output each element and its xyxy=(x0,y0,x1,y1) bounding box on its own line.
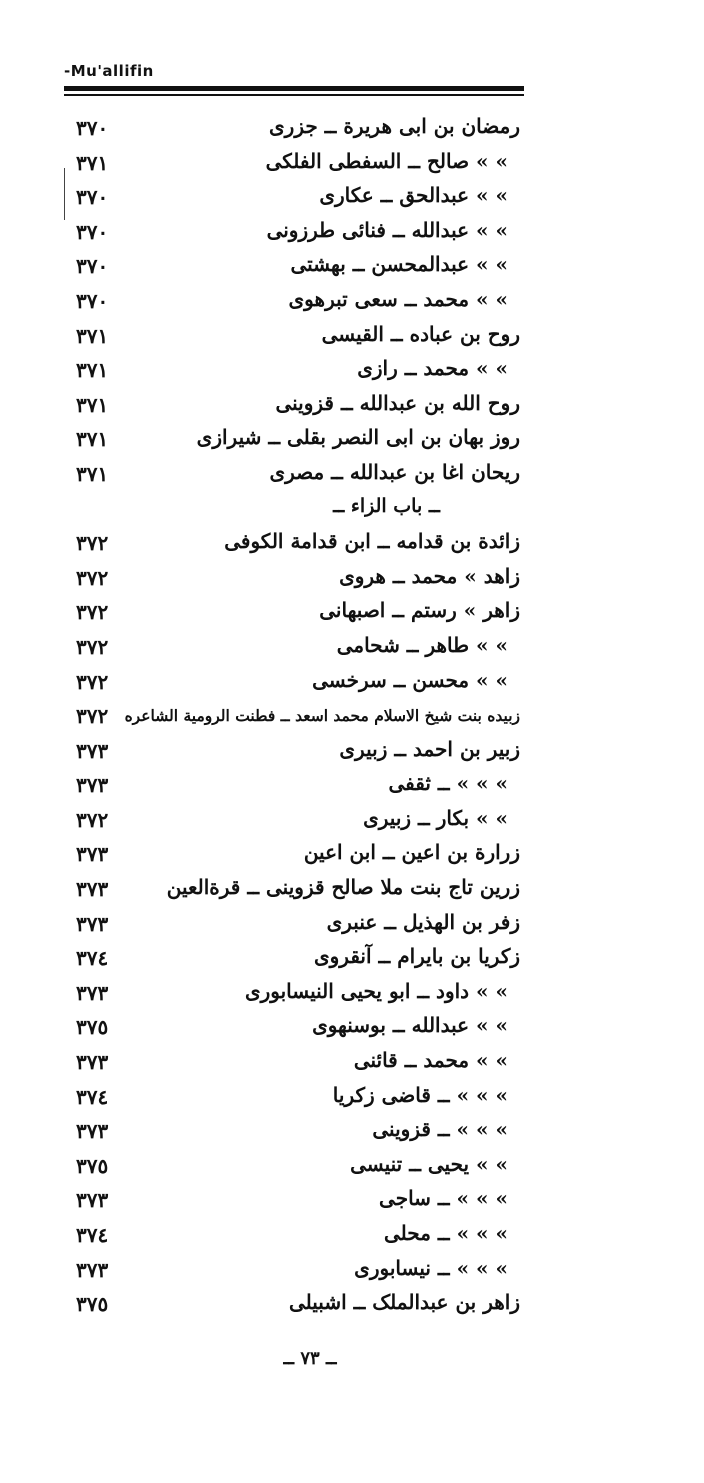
entry-page-number: ٣٧٠ xyxy=(76,288,109,313)
section-heading xyxy=(60,491,520,526)
entry-name: » » داود ــ ابو یحیی النیسابوری xyxy=(244,978,508,1003)
index-entry xyxy=(60,1182,520,1217)
entry-name: » » » ــ نیسابوری xyxy=(354,1255,508,1280)
index-entry xyxy=(60,940,520,975)
index-entry xyxy=(60,352,520,387)
entry-name: زبیده بنت شیخ الاسلام محمد اسعد ــ فطنت الرومیة الشاعره xyxy=(124,706,520,726)
index-entry xyxy=(60,1217,520,1252)
entry-page-number: ٣٧٥ xyxy=(76,1153,109,1178)
index-entry xyxy=(60,1252,520,1287)
entry-page-number: ٣٧٥ xyxy=(76,1015,109,1040)
entry-page-number: ٣٧٠ xyxy=(76,185,109,210)
entry-page-number: ٣٧٣ xyxy=(76,980,109,1005)
index-entry xyxy=(60,283,520,318)
entry-page-number: ٣٧٢ xyxy=(76,565,109,590)
entry-page-number: ٣٧٢ xyxy=(76,634,109,659)
entry-page-number: ٣٧١ xyxy=(76,358,109,383)
index-entry xyxy=(60,1148,520,1183)
entry-page-number: ٣٧٢ xyxy=(76,704,109,729)
index-entry xyxy=(60,733,520,768)
entry-name: روح بن عباده ــ القیسی xyxy=(321,321,520,346)
entry-name: » » » ــ قزوینی xyxy=(372,1117,508,1142)
entry-page-number: ٣٧٣ xyxy=(76,773,109,798)
index-entry xyxy=(60,179,520,214)
entry-page-number: ٣٧٠ xyxy=(76,219,109,244)
entry-page-number: ٣٧١ xyxy=(76,461,109,486)
entry-page-number: ٣٧٣ xyxy=(76,1050,109,1075)
entry-name: زبیر بن احمد ــ زبیری xyxy=(339,736,520,761)
entry-name: زفر بن الهذیل ــ عنبری xyxy=(326,909,520,934)
index-entry xyxy=(60,594,520,629)
entry-name: زکریا بن بایرام ــ آنقروی xyxy=(313,944,520,969)
index-entry xyxy=(60,1009,520,1044)
entry-name: » » محسن ــ سرخسی xyxy=(312,667,508,692)
entry-page-number: ٣٧٣ xyxy=(76,911,109,936)
entry-page-number: ٣٧٣ xyxy=(76,1188,109,1213)
entry-name: زرین تاج بنت ملا صالح قزوینی ــ قرةالعین xyxy=(166,875,520,900)
entry-name: » » یحیی ــ تنیسی xyxy=(350,1151,508,1176)
index-entry xyxy=(60,975,520,1010)
entry-page-number: ٣٧٤ xyxy=(76,946,109,971)
entry-name: » » عبدالمحسن ــ بهشتی xyxy=(290,252,508,277)
entry-name: » » محمد ــ قائنی xyxy=(353,1048,508,1073)
entry-page-number: ٣٧١ xyxy=(76,392,109,417)
entry-name: » » صالح ــ السفطی الفلکی xyxy=(265,148,508,173)
index-entries xyxy=(60,110,520,1321)
entry-name: » » عبدالله ــ بوسنهوی xyxy=(312,1013,508,1038)
index-entry xyxy=(60,525,520,560)
entry-page-number: ٣٧٢ xyxy=(76,669,109,694)
index-entry xyxy=(60,802,520,837)
index-entry xyxy=(60,456,520,491)
entry-page-number: ٣٧٠ xyxy=(76,116,109,140)
entry-name: رمضان بن ابی هریرة ــ جزری xyxy=(269,114,520,138)
entry-name: زرارة بن اعین ــ ابن اعین xyxy=(303,840,520,865)
entry-page-number: ٣٧٣ xyxy=(76,1119,109,1144)
entry-name: » » » ــ ثقفی xyxy=(388,771,508,796)
running-title: -Mu'allifin xyxy=(64,62,154,80)
entry-page-number: ٣٧٢ xyxy=(76,807,109,832)
index-entry xyxy=(60,836,520,871)
entry-page-number: ٣٧٣ xyxy=(76,1257,109,1282)
index-entry xyxy=(60,871,520,906)
index-entry xyxy=(60,1079,520,1114)
index-entry xyxy=(60,1286,520,1321)
index-entry xyxy=(60,767,520,802)
entry-page-number: ٣٧١ xyxy=(76,323,109,348)
section-heading-text: ــ باب الزاء ــ xyxy=(333,494,440,517)
entry-page-number: ٣٧٣ xyxy=(76,877,109,902)
entry-name: ریحان اغا بن عبدالله ــ مصری xyxy=(269,459,520,484)
entry-page-number: ٣٧٠ xyxy=(76,254,109,279)
header-rule-thin xyxy=(64,94,524,96)
page-number: ــ ٧٣ ــ xyxy=(283,1348,337,1369)
index-entry xyxy=(60,318,520,353)
entry-name: » » بکار ــ زبیری xyxy=(363,805,508,830)
entry-name: » » عبدالحق ــ عکاری xyxy=(319,183,508,208)
index-entry xyxy=(60,664,520,699)
index-entry xyxy=(60,421,520,456)
index-entry xyxy=(60,1044,520,1079)
entry-page-number: ٣٧٣ xyxy=(76,738,109,763)
entry-name: زائدة بن قدامه ــ ابن قدامة الکوفی xyxy=(224,529,520,554)
entry-name: زاهر بن عبدالملک ــ اشبیلی xyxy=(288,1290,520,1315)
entry-name: » » طاهر ــ شحامی xyxy=(336,632,508,657)
entry-page-number: ٣٧١ xyxy=(76,427,109,452)
entry-page-number: ٣٧٤ xyxy=(76,1084,109,1109)
index-entry xyxy=(60,387,520,422)
entry-name: » » عبدالله ــ فنائی طرزونی xyxy=(266,217,508,242)
entry-name: » » » ــ قاضی زکریا xyxy=(332,1082,508,1107)
entry-page-number: ٣٧٣ xyxy=(76,842,109,867)
entry-name: زاهر » رستم ــ اصبهانی xyxy=(319,598,520,623)
header-rule-thick xyxy=(64,86,524,91)
entry-page-number: ٣٧٥ xyxy=(76,1292,109,1317)
index-entry xyxy=(60,906,520,941)
entry-page-number: ٣٧٢ xyxy=(76,531,109,556)
entry-page-number: ٣٧١ xyxy=(76,150,109,175)
index-entry xyxy=(60,1113,520,1148)
entry-name: » » محمد ــ سعی تبرهوی xyxy=(288,286,508,311)
index-entry xyxy=(60,698,520,733)
entry-page-number: ٣٧٤ xyxy=(76,1223,109,1247)
index-entry xyxy=(60,560,520,595)
entry-name: زاهد » محمد ــ هروی xyxy=(339,563,520,588)
index-entry xyxy=(60,629,520,664)
index-entry xyxy=(60,214,520,249)
entry-name: روز بهان بن ابی النصر بقلی ــ شیرازی xyxy=(196,425,520,450)
index-entry xyxy=(60,110,520,145)
index-entry xyxy=(60,248,520,283)
entry-name: روح الله بن عبدالله ــ قزوینی xyxy=(275,390,520,415)
index-entry xyxy=(60,145,520,180)
entry-name: » » محمد ــ رازی xyxy=(357,356,508,381)
entry-name: » » » ــ ساجی xyxy=(379,1186,508,1211)
entry-name: » » » ــ محلی xyxy=(384,1221,508,1245)
entry-page-number: ٣٧٢ xyxy=(76,600,109,625)
